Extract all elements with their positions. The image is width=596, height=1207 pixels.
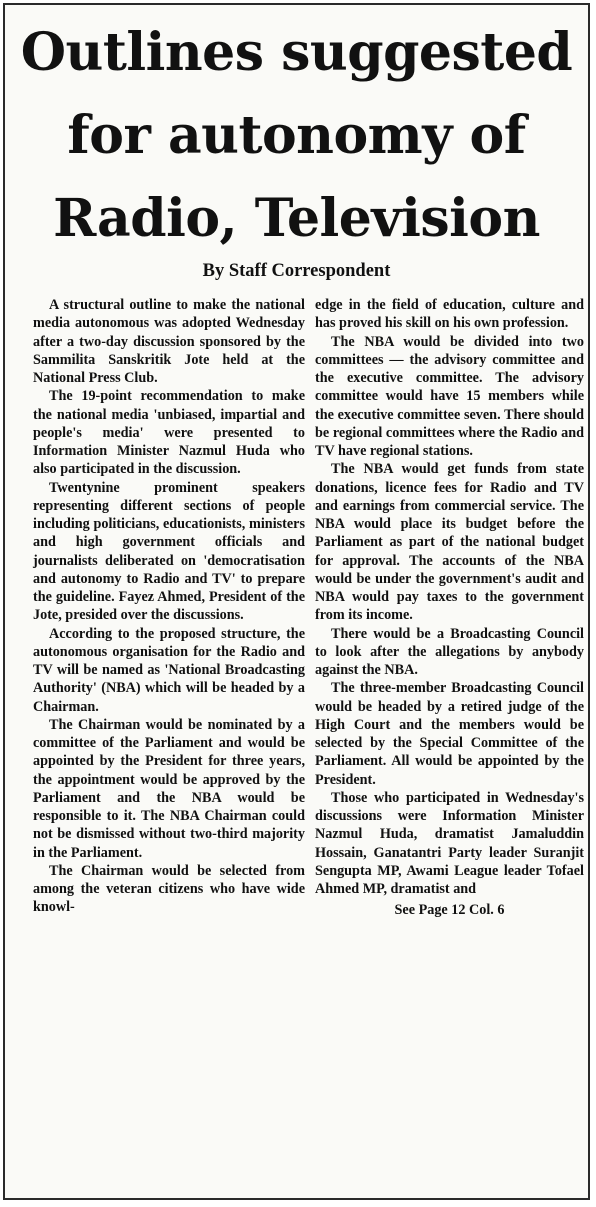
headline-line-2: for autonomy of: [67, 105, 526, 166]
paragraph: According to the proposed structure, the autonomous organisation for the Radio and TV will be named as 'National Broadcasting Authority' (NBA) which will be headed by a Chairman.: [33, 625, 305, 715]
article-column-left: [33, 296, 305, 917]
paragraph: The three-member Broadcasting Council would be headed by a retired judge of the High Court and the members would be selected by the Special Committee of the Parliament. All would be appointed by the President.: [315, 680, 584, 788]
newspaper-clipping: [3, 3, 590, 1200]
paragraph: The NBA would get funds from state donations, licence fees for Radio and TV and earnings from commercial service. The NBA would place its budget before the Parliament as part of the national budget for approval. The accounts of the NBA would be under the government's audit and NBA would pay taxes to the government from its income.: [315, 461, 584, 624]
paragraph: The Chairman would be selected from among the veteran citizens who have wide knowl-: [33, 862, 305, 916]
headline: [5, 11, 588, 260]
paragraph: A structural outline to make the national media autonomous was adopted Wednesday after a two-day discussion sponsored by the Sammilita Sanskritik Jote held at the National Press Club.: [33, 297, 305, 386]
article-column-right: [315, 296, 584, 920]
paragraph: The 19-point recommendation to make the national media 'unbiased, impartial and people's media' were presented to Information Minister Nazmul Huda who also participated in the discussion.: [33, 388, 305, 478]
headline-line-3: Radio, Television: [53, 188, 540, 249]
paragraph: The Chairman would be nominated by a committee of the Parliament and would be appointed by the President for three years, the appointment would be approved by the Parliament and the NBA would be responsible to it. The NBA Chairman could not be dismissed without two-third majority in the Parliament.: [33, 716, 305, 861]
paragraph: Those who participated in Wednesday's discussions were Information Minister Nazmul Huda, dramatist Jamaluddin Hossain, Ganatantri Party leader Suranjit Sengupta MP, Awami League leader Tofael Ahmed MP, dramatist and: [315, 789, 584, 897]
byline: By Staff Correspondent: [202, 261, 391, 281]
headline-line-1: Outlines suggested: [20, 22, 573, 83]
paragraph-continuation: edge in the field of education, culture and has proved his skill on his own profession.: [315, 297, 584, 332]
paragraph: Twentynine prominent speakers representing different sections of people including politicians, educationists, ministers and high government officials and journalists deliberated on 'democratisation and autonomy to Radio and TV' to prepare the guideline. Fayez Ahmed, President of the Jote, presided over the discussions.: [33, 479, 305, 624]
paragraph: There would be a Broadcasting Council to look after the allegations by anybody against the NBA.: [315, 625, 584, 678]
continued-on-page-note: See Page 12 Col. 6: [394, 902, 505, 919]
paragraph: The NBA would be divided into two committees — the advisory committee and the executive committee. The advisory committee would have 15 members while the executive committee seven. There should be regional committees where the Radio and TV have regional stations.: [315, 333, 584, 459]
